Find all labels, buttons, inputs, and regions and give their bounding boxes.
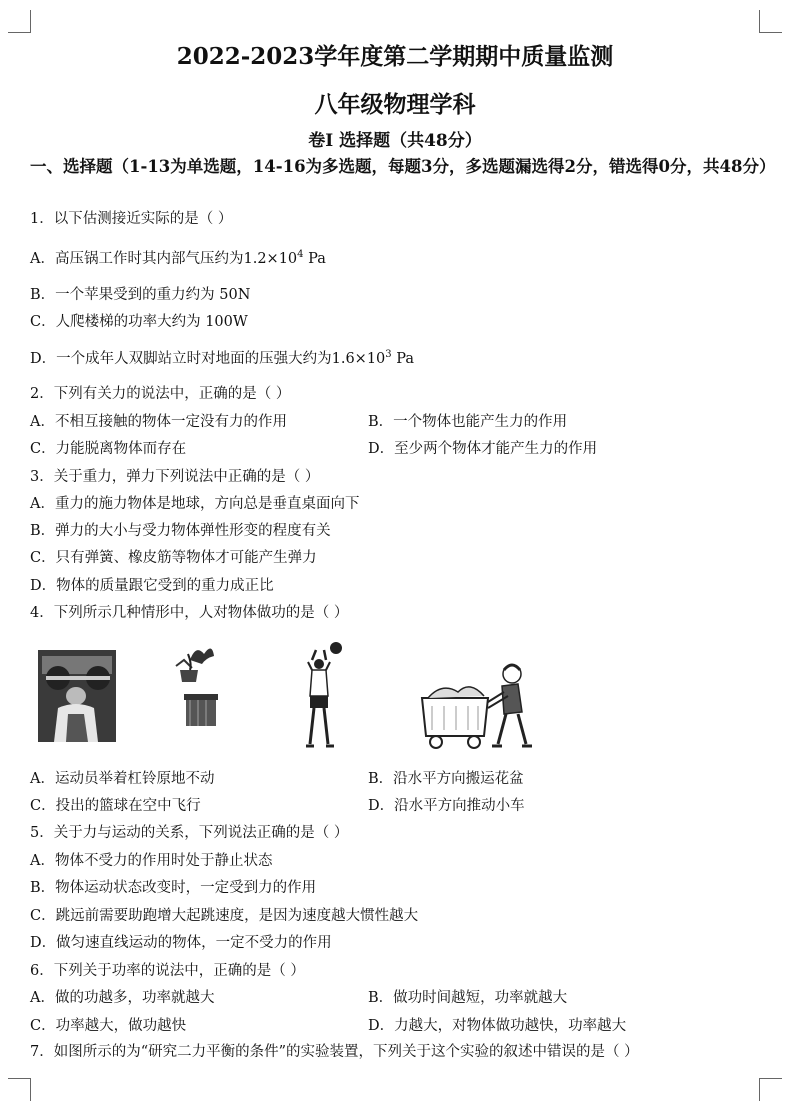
carrying-flowerpot-image [168, 640, 228, 732]
q1-option-d-unit: Pa [396, 351, 415, 367]
q1-stem: 1．以下估测接近实际的是（ ） [30, 211, 233, 227]
q3-option-d: D．物体的质量跟它受到的重力成正比 [30, 578, 274, 594]
crop-mark-top-right [759, 10, 782, 33]
q3-stem: 3．关于重力，弹力下列说法中正确的是（ ） [30, 469, 320, 485]
q1-option-d-text: D．一个成年人双脚站立时对地面的压强大约为 [30, 351, 332, 367]
q6-option-a: A．做的功越多，功率就越大 [30, 990, 215, 1006]
q1-option-c: C．人爬楼梯的功率大约为 100W [30, 314, 248, 330]
q1-option-d-exp: 3 [385, 349, 392, 361]
q3-option-a: A．重力的施力物体是地球，方向总是垂直桌面向下 [30, 496, 360, 512]
q5-stem: 5．关于力与运动的关系，下列说法正确的是（ ） [30, 825, 349, 841]
q2-option-c: C．力能脱离物体而存在 [30, 441, 187, 457]
q2-option-d: D．至少两个物体才能产生力的作用 [368, 441, 598, 457]
q4-option-c: C．投出的篮球在空中飞行 [30, 798, 201, 814]
q5-option-b: B．物体运动状态改变时，一定受到力的作用 [30, 880, 317, 896]
crop-mark-bottom-left [8, 1078, 31, 1101]
q2-stem: 2．下列有关力的说法中，正确的是（ ） [30, 386, 291, 402]
q4-figures [38, 640, 538, 752]
q6-option-c: C．功率越大，做功越快 [30, 1018, 187, 1034]
q7-stem: 7．如图所示的为“研究二力平衡的条件”的实验装置，下列关于这个实验的叙述中错误的是（ ） [30, 1044, 639, 1060]
q5-option-c: C．跳远前需要助跑增大起跳速度，是因为速度越大惯性越大 [30, 908, 419, 924]
part-title: 卷Ⅰ 选择题（共48分） [308, 131, 482, 151]
weightlifter-image [38, 650, 116, 742]
subject-title: 八年级物理学科 [314, 91, 476, 118]
q1-option-d-value: 1.6×10 [331, 351, 386, 367]
q6-stem: 6．下列关于功率的说法中，正确的是（ ） [30, 963, 305, 979]
section-heading: 一、选择题（1-13为单选题，14-16为多选题，每题3分，多选题漏选得2分，错选得0分，共48分） [30, 157, 776, 176]
crop-mark-bottom-right [759, 1078, 782, 1101]
q1-option-a-exp: 4 [297, 249, 304, 261]
q5-option-a: A．物体不受力的作用时处于静止状态 [30, 853, 273, 869]
q6-option-d: D．力越大，对物体做功越快，功率越大 [368, 1018, 627, 1034]
q6-option-b: B．做功时间越短，功率就越大 [368, 990, 568, 1006]
q1-option-a [30, 247, 326, 268]
q1-option-a-text: A．高压锅工作时其内部气压约为 [30, 251, 244, 267]
q4-option-d: D．沿水平方向推动小车 [368, 798, 525, 814]
pushing-cart-image [418, 662, 534, 750]
q1-option-a-unit: Pa [308, 251, 326, 267]
q2-option-a: A．不相互接触的物体一定没有力的作用 [30, 414, 287, 430]
crop-mark-top-left [8, 10, 31, 33]
q3-option-b: B．弹力的大小与受力物体弹性形变的程度有关 [30, 523, 331, 539]
q4-option-a: A．运动员举着杠铃原地不动 [30, 771, 215, 787]
q3-option-c: C．只有弹簧、橡皮筋等物体才可能产生弹力 [30, 550, 317, 566]
exam-title: 2022-2023学年度第二学期期中质量监测 [176, 43, 614, 70]
basketball-throw-image [290, 640, 350, 752]
q1-option-a-value: 1.2×10 [243, 251, 298, 267]
q5-option-d: D．做匀速直线运动的物体，一定不受力的作用 [30, 935, 332, 951]
q1-option-d [30, 347, 414, 368]
q1-option-b: B．一个苹果受到的重力约为 50N [30, 287, 251, 303]
q2-option-b: B．一个物体也能产生力的作用 [368, 414, 568, 430]
q4-option-b: B．沿水平方向搬运花盆 [368, 771, 524, 787]
q4-stem: 4．下列所示几种情形中，人对物体做功的是（ ） [30, 605, 349, 621]
